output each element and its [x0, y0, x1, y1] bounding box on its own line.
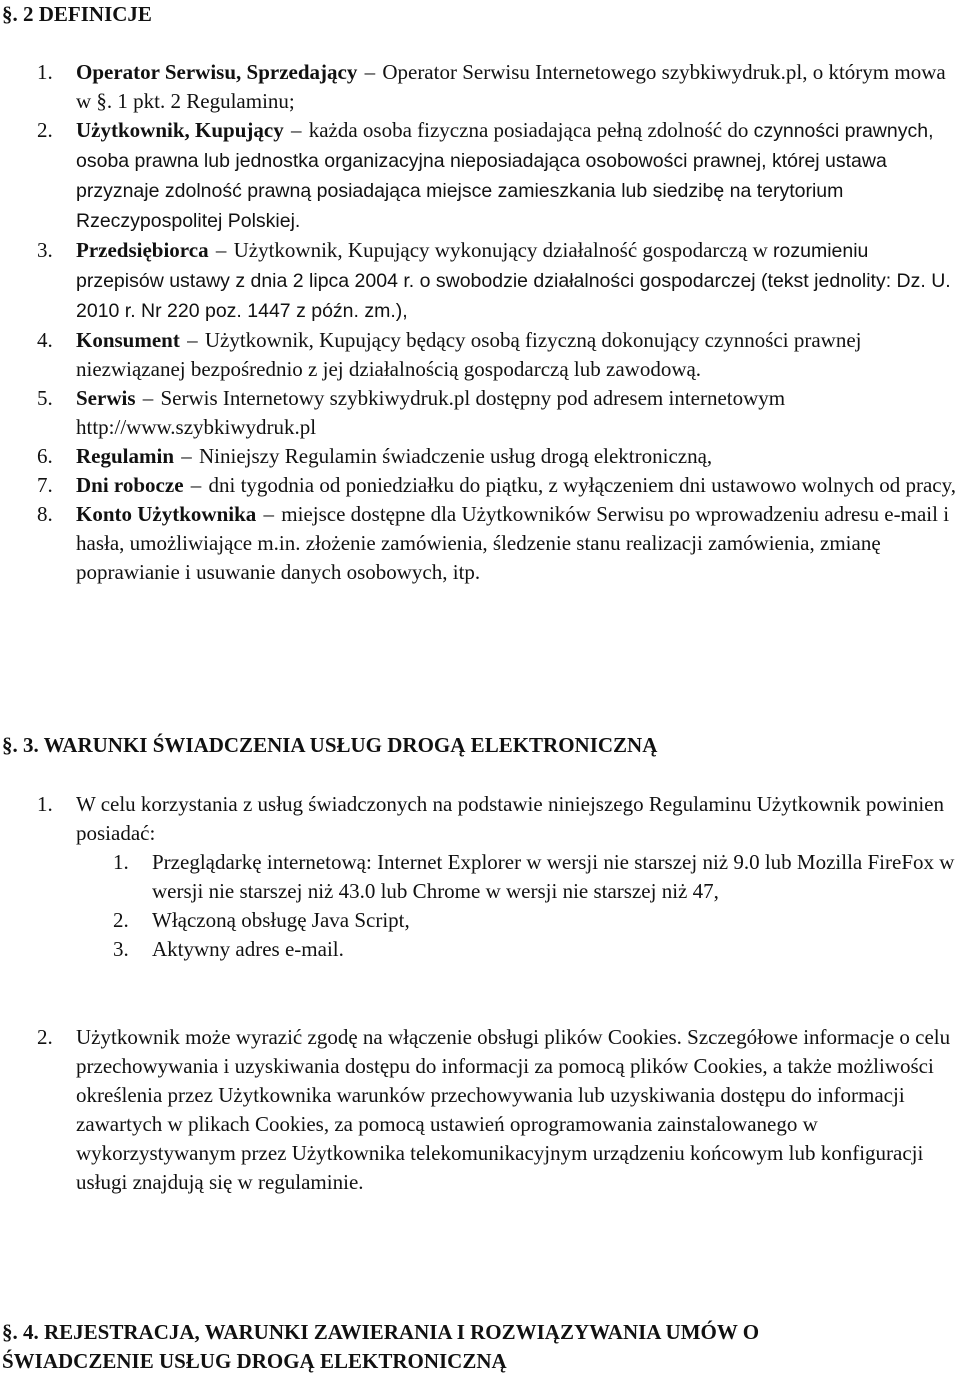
- item-number: 2.: [37, 118, 53, 142]
- dash: –: [290, 118, 302, 142]
- section-4-heading: §. 4. REJESTRACJA, WARUNKI ZAWIERANIA I ROZWIĄZYWANIA UMÓW O: [2, 1320, 760, 1344]
- definition-term: Operator Serwisu, Sprzedający: [76, 60, 358, 84]
- section-3-body: [0, 790, 960, 964]
- item-number: 3.: [37, 238, 53, 262]
- definition-item: [0, 471, 960, 500]
- subitem-number: 2.: [113, 908, 129, 932]
- definition-text: Użytkownik, Kupujący wykonujący działalność gospodarczą w: [233, 238, 774, 262]
- item-number: 6.: [37, 444, 53, 468]
- definition-term: Regulamin: [76, 444, 175, 468]
- cookies-text: Użytkownik może wyrazić zgodę na włączenie obsługi plików Cookies. Szczegółowe informacje o celu przechowywania i uzyskiwania dostępu do informacji za pomocą plików Cookies, a także możliwości określenia przez Użytkownika warunków przechowywania lub uzyskiwania dostępu do informacji zawartych w plikach Cookies, za pomocą ustawień oprogramowania zainstalowanego w wykorzystywanym przez Użytkownika telekomunikacyjnym urządzeniu końcowym lub konfiguracji usługi znajdują się w regulaminie.: [76, 1025, 951, 1194]
- definition-text: dni tygodnia od poniedziałku do piątku, z wyłączeniem dni ustawowo wolnych od pracy,: [208, 473, 956, 497]
- definition-text: Niniejszy Regulamin świadczenie usług drogą elektroniczną,: [199, 444, 713, 468]
- definition-text: Użytkownik, Kupujący będący osobą fizyczną dokonujący czynności prawnej niezwiązanej bezpośrednio z jej działalnością gospodarczą lub zawodową.: [76, 328, 862, 381]
- definition-item: [0, 500, 960, 587]
- cookies-item: [0, 1023, 960, 1197]
- definition-text: miejsce dostępne dla Użytkowników Serwisu po wprowadzeniu adresu e-mail i hasła, umożliwiające m.in. złożenie zamówienia, śledzenie stanu realizacji zamówienia, zmianę poprawianie i usuwanie danych osobowych, itp.: [76, 502, 950, 584]
- definition-item: [0, 326, 960, 384]
- item-number: 4.: [37, 328, 53, 352]
- requirement-subitem: [0, 906, 960, 935]
- requirements-text: W celu korzystania z usług świadczonych na podstawie niniejszego Regulaminu Użytkownik powinien posiadać:: [76, 792, 944, 845]
- definition-text-continued: rozumieniu przepisów ustawy z dnia 2 lipca 2004 r. o swobodzie działalności gospodarczej (tekst jednolity: Dz. U. 2010 r. Nr 220 poz. 1447 z późn. zm.),: [76, 240, 951, 322]
- section-2-heading: §. 2 DEFINICJE: [2, 2, 152, 26]
- dash: –: [190, 473, 202, 497]
- definition-term: Serwis: [76, 386, 136, 410]
- definition-item: [0, 236, 960, 326]
- section-4-heading-continued: ŚWIADCZENIE USŁUG DROGĄ ELEKTRONICZNĄ: [2, 1349, 507, 1373]
- dash: –: [215, 238, 227, 262]
- item-number: 7.: [37, 473, 53, 497]
- definition-item: [0, 116, 960, 236]
- requirements-sublist: [0, 848, 960, 964]
- definition-text: Serwis Internetowy szybkiwydruk.pl dostępny pod adresem internetowym http://www.szybkiwydruk.pl: [76, 386, 786, 439]
- definitions-list: [0, 58, 960, 587]
- definition-text-continued: czynności prawnych, osoba prawna lub jednostka organizacyjna nieposiadająca osobowości prawnej, której ustawa przyznaje zdolność prawną posiadająca miejsce zamieszkania lub siedzibę na terytorium Rzeczypospolitej Polskiej.: [76, 120, 934, 232]
- requirements-item: [0, 790, 960, 848]
- definition-item: [0, 442, 960, 471]
- definition-term: Przedsiębiorca: [76, 238, 209, 262]
- item-number: 8.: [37, 502, 53, 526]
- definition-item: [0, 58, 960, 116]
- dash: –: [181, 444, 192, 468]
- subitem-number: 1.: [113, 850, 129, 874]
- definition-text: każda osoba fizyczna posiadająca pełną zdolność do: [308, 118, 754, 142]
- definition-item: [0, 384, 960, 442]
- requirement-subitem: [0, 935, 960, 964]
- dash: –: [263, 502, 275, 526]
- item-number: 1.: [37, 60, 53, 84]
- dash: –: [187, 328, 198, 352]
- subitem-text: Aktywny adres e-mail.: [152, 937, 344, 961]
- dash: –: [364, 60, 376, 84]
- item-number: 1.: [37, 792, 53, 816]
- requirement-subitem: [0, 848, 960, 906]
- definition-term: Użytkownik, Kupujący: [76, 118, 284, 142]
- item-number: 5.: [37, 386, 53, 410]
- definition-term: Konsument: [76, 328, 180, 352]
- subitem-text: Przeglądarkę internetową: Internet Explorer w wersji nie starszej niż 9.0 lub Mozilla FireFox w wersji nie starszej niż 43.0 lub Chrome w wersji nie starszej niż 47,: [152, 850, 955, 903]
- dash: –: [142, 386, 154, 410]
- subitem-text: Włączoną obsługę Java Script,: [152, 908, 410, 932]
- definition-term: Dni robocze: [76, 473, 184, 497]
- definition-term: Konto Użytkownika: [76, 502, 257, 526]
- item-number: 2.: [37, 1025, 53, 1049]
- subitem-number: 3.: [113, 937, 129, 961]
- section-3-heading: §. 3. WARUNKI ŚWIADCZENIA USŁUG DROGĄ ELEKTRONICZNĄ: [2, 733, 658, 757]
- definition-text: Operator Serwisu Internetowego szybkiwydruk.pl, o którym mowa w §. 1 pkt. 2 Regulaminu;: [76, 60, 946, 113]
